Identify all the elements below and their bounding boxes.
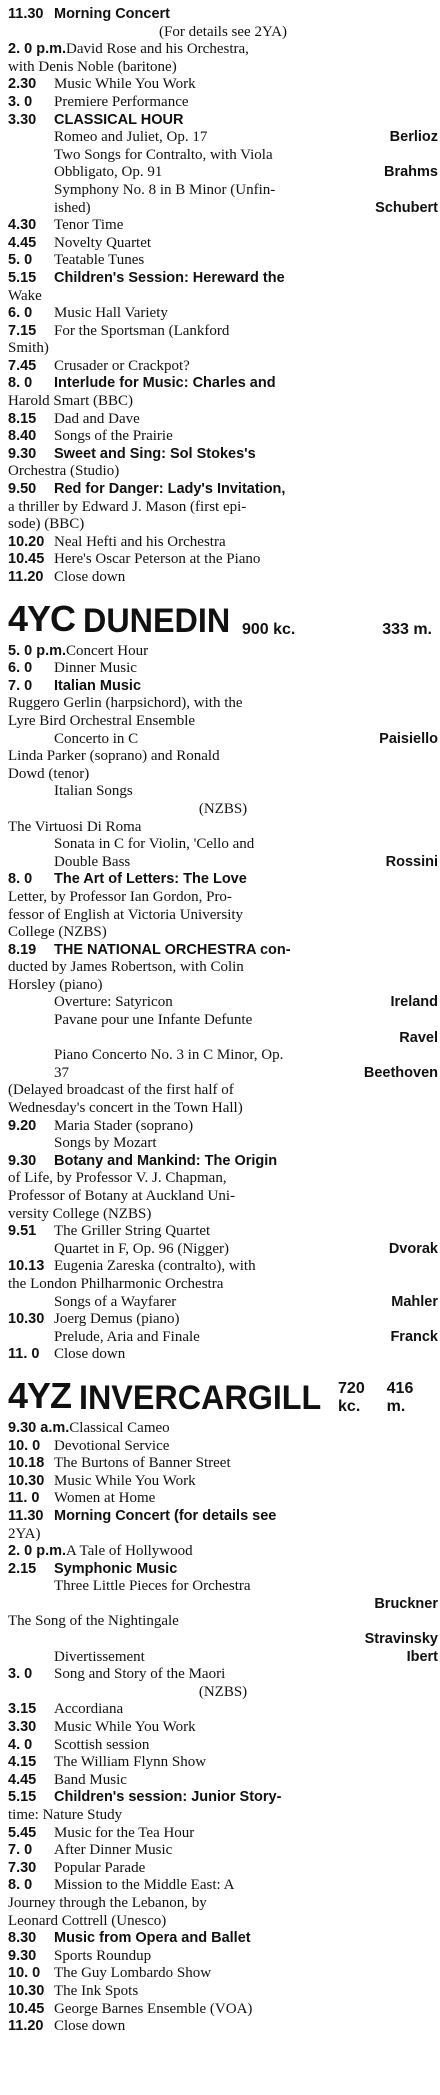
program-title: College (NZBS)	[8, 924, 107, 941]
station-frequency: 720 kc.	[338, 1379, 365, 1415]
composer-name: Stravinsky	[364, 1631, 438, 1648]
program-title: Music While You Work	[54, 1472, 196, 1489]
program-time: 10. 0	[8, 1965, 41, 1982]
program-title: Songs of a Wayfarer	[54, 1293, 177, 1310]
program-line	[8, 1825, 438, 1843]
program-line	[8, 6, 438, 24]
program-line	[8, 643, 438, 661]
program-line	[8, 76, 438, 94]
composer-name: Brahms	[384, 164, 438, 181]
program-title: Lyre Bird Orchestral Ensemble	[8, 712, 196, 729]
program-time: 9.30	[8, 1947, 37, 1964]
program-title: Novelty Quartet	[54, 234, 152, 251]
program-line	[8, 854, 438, 872]
program-line	[8, 1684, 438, 1702]
program-time: 8.19	[8, 941, 37, 958]
program-line	[8, 959, 438, 977]
composer-name: Ravel	[399, 1029, 438, 1046]
composer-name: Rossini	[385, 853, 438, 870]
program-line	[8, 801, 438, 819]
program-title: Women at Home	[54, 1490, 156, 1507]
program-title: Concerto in C	[54, 730, 139, 747]
program-title: The Art of Letters: The Love	[54, 871, 247, 888]
program-title: Music Hall Variety	[54, 305, 168, 322]
program-title: with Denis Noble (baritone)	[8, 58, 177, 75]
program-time: 9.51	[8, 1223, 37, 1240]
composer-name: Mahler	[391, 1293, 438, 1310]
program-line	[8, 1877, 438, 1895]
program-time: 10.18	[8, 1455, 45, 1472]
program-title: Music from Opera and Ballet	[54, 1930, 251, 1947]
program-title: Morning Concert (for details see	[54, 1507, 277, 1524]
program-line	[8, 1311, 438, 1329]
program-line	[8, 977, 438, 995]
program-title: The Virtuosi Di Roma	[8, 818, 142, 835]
station-header-4yz	[8, 1370, 438, 1416]
program-line	[8, 1543, 438, 1561]
program-title: Red for Danger: Lady's Invitation,	[54, 481, 286, 498]
program-line	[8, 1276, 438, 1294]
program-title: Songs of the Prairie	[54, 428, 173, 445]
program-title: (For details see 2YA)	[159, 23, 287, 40]
program-line	[8, 1895, 438, 1913]
program-title: a thriller by Edward J. Mason (first epi-	[8, 498, 247, 515]
program-line	[8, 1118, 438, 1136]
program-time: 8.30	[8, 1930, 37, 1947]
program-line	[8, 1561, 438, 1579]
program-time: 5.15	[8, 269, 37, 286]
program-line	[8, 129, 438, 147]
program-title: A Tale of Hollywood	[66, 1543, 193, 1560]
program-line	[8, 1983, 438, 2001]
program-line	[8, 1047, 438, 1065]
program-line	[8, 551, 438, 569]
program-time: 8. 0	[8, 1877, 33, 1894]
program-time: 10.45	[8, 2000, 45, 2017]
program-title: Sonata in C for Violin, 'Cello and	[54, 836, 255, 853]
program-line	[8, 660, 438, 678]
program-line	[8, 1100, 438, 1118]
program-title: ducted by James Robertson, with Colin	[8, 959, 244, 976]
program-title: Music While You Work	[54, 76, 196, 93]
program-time: 10. 0	[8, 1437, 41, 1454]
program-title: Maria Stader (soprano)	[54, 1117, 194, 1134]
program-time: 4.30	[8, 217, 37, 234]
program-line	[8, 1455, 438, 1473]
program-time: 7.30	[8, 1859, 37, 1876]
program-title: Divertissement	[54, 1648, 145, 1665]
program-time: 4.45	[8, 1771, 37, 1788]
program-title: Dad and Dave	[54, 410, 140, 427]
program-title: Music While You Work	[54, 1719, 196, 1736]
program-line	[8, 164, 438, 182]
program-time: 7.15	[8, 322, 37, 339]
program-line	[8, 1578, 438, 1596]
program-line	[8, 1613, 438, 1631]
program-line	[8, 305, 438, 323]
program-line	[8, 1596, 438, 1614]
program-time: 10.30	[8, 1311, 45, 1328]
station-call-sign: 4YZ	[8, 1374, 72, 1416]
program-line	[8, 1526, 438, 1544]
program-title: Leonard Cottrell (Unesco)	[8, 1912, 167, 1929]
program-title: Italian Songs	[54, 783, 133, 800]
program-line	[8, 783, 438, 801]
program-title: After Dinner Music	[54, 1842, 173, 1859]
program-line	[8, 1012, 438, 1030]
program-title: Smith)	[8, 340, 49, 357]
program-time: 11.20	[8, 2018, 44, 2035]
program-line	[8, 2001, 438, 2019]
program-line	[8, 182, 438, 200]
program-time: 11.30	[8, 6, 44, 22]
program-title: For the Sportsman (Lankford	[54, 322, 230, 339]
program-title: Music for the Tea Hour	[54, 1824, 195, 1841]
program-line	[8, 1490, 438, 1508]
program-line	[8, 358, 438, 376]
program-line	[8, 147, 438, 165]
program-time: 7. 0	[8, 677, 33, 694]
program-line	[8, 819, 438, 837]
program-time: 7.45	[8, 357, 37, 374]
program-title: Romeo and Juliet, Op. 17	[54, 129, 208, 146]
program-title: Two Songs for Contralto, with Viola	[54, 146, 273, 163]
program-title: Concert Hour	[66, 642, 149, 659]
program-line	[8, 1754, 438, 1772]
program-title: Wake	[8, 287, 42, 304]
program-section-2ya-relay	[8, 6, 438, 587]
program-title: The William Flynn Show	[54, 1754, 207, 1771]
program-title: Accordiana	[54, 1701, 124, 1718]
program-time: 11. 0	[8, 1346, 40, 1363]
program-line	[8, 411, 438, 429]
program-title: versity College (NZBS)	[8, 1205, 152, 1222]
program-title: THE NATIONAL ORCHESTRA con-	[54, 941, 291, 958]
program-time: 11. 0	[8, 1490, 40, 1507]
program-title: Eugenia Zareska (contralto), with	[54, 1258, 256, 1275]
program-time: 4.45	[8, 234, 37, 251]
program-section-4yc	[8, 643, 438, 1364]
program-title: Joerg Demus (piano)	[54, 1311, 180, 1328]
program-line	[8, 288, 438, 306]
program-title: Symphony No. 8 in B Minor (Unfin-	[54, 181, 276, 198]
program-title: Close down	[54, 1346, 126, 1363]
program-title: 2YA)	[8, 1525, 41, 1542]
program-title: Devotional Service	[54, 1437, 170, 1454]
composer-name: Ireland	[390, 994, 438, 1011]
station-wavelength: 333 m.	[382, 620, 432, 638]
program-time: 3.15	[8, 1701, 37, 1718]
program-line	[8, 446, 438, 464]
program-time: 8.15	[8, 410, 37, 427]
station-wavelength: 416 m.	[386, 1379, 414, 1415]
program-time: 9.30	[8, 445, 37, 462]
program-line	[8, 1258, 438, 1276]
program-time: 11.30	[8, 1507, 44, 1524]
program-line	[8, 1438, 438, 1456]
program-line	[8, 1241, 438, 1259]
program-title: Here's Oscar Peterson at the Piano	[54, 551, 261, 568]
program-line	[8, 1188, 438, 1206]
program-title: Sports Roundup	[54, 1947, 152, 1964]
program-line	[8, 340, 438, 358]
program-line	[8, 1473, 438, 1491]
program-time: 9.20	[8, 1117, 37, 1134]
program-line	[8, 695, 438, 713]
program-line	[8, 59, 438, 77]
program-time: 10.30	[8, 1472, 45, 1489]
station-call-sign: 4YC	[8, 597, 76, 639]
program-title: Mission to the Middle East: A	[54, 1877, 235, 1894]
program-title: Linda Parker (soprano) and Ronald	[8, 748, 220, 765]
program-time: 8.40	[8, 428, 37, 445]
program-line	[8, 1789, 438, 1807]
program-line	[8, 836, 438, 854]
program-line	[8, 393, 438, 411]
program-title: sode) (BBC)	[8, 516, 85, 533]
program-line	[8, 463, 438, 481]
program-title: Letter, by Professor Ian Gordon, Pro-	[8, 888, 232, 905]
program-line	[8, 569, 438, 587]
program-line	[8, 889, 438, 907]
program-line	[8, 748, 438, 766]
program-line	[8, 713, 438, 731]
program-title: Horsley (piano)	[8, 976, 103, 993]
program-line	[8, 516, 438, 534]
program-title: Italian Music	[54, 677, 142, 694]
program-time: 10.20	[8, 533, 45, 550]
program-time: 3.30	[8, 111, 37, 128]
program-line	[8, 323, 438, 341]
program-time: 8. 0	[8, 375, 33, 392]
program-line	[8, 1294, 438, 1312]
program-time: 10.13	[8, 1258, 45, 1275]
program-title: fessor of English at Victoria University	[8, 906, 244, 923]
program-title: Scottish session	[54, 1736, 150, 1753]
program-line	[8, 481, 438, 499]
program-title: Crusader or Crackpot?	[54, 357, 190, 374]
program-title: David Rose and his Orchestra,	[66, 41, 249, 58]
program-title: Songs by Mozart	[54, 1135, 157, 1152]
program-time: 2.15	[8, 1560, 37, 1577]
program-line	[8, 1666, 438, 1684]
program-title: The Song of the Nightingale	[8, 1613, 179, 1630]
program-title: Children's Session: Hereward the	[54, 269, 285, 286]
program-line	[8, 428, 438, 446]
program-title: (NZBS)	[198, 800, 248, 817]
program-title: Children's session: Junior Story-	[54, 1789, 282, 1806]
program-time: 7. 0	[8, 1842, 33, 1859]
program-time: 3.30	[8, 1719, 37, 1736]
program-line	[8, 1701, 438, 1719]
program-line	[8, 1206, 438, 1224]
program-title: George Barnes Ensemble (VOA)	[54, 2000, 253, 2017]
program-line	[8, 270, 438, 288]
program-title: the London Philharmonic Orchestra	[8, 1275, 224, 1292]
program-line	[8, 217, 438, 235]
program-title: Quartet in F, Op. 96 (Nigger)	[54, 1240, 230, 1257]
program-time: 9.30 a.m.	[8, 1419, 70, 1436]
program-title: time: Nature Study	[8, 1807, 123, 1823]
program-line	[8, 1170, 438, 1188]
program-title: Orchestra (Studio)	[8, 463, 120, 480]
program-line	[8, 1649, 438, 1667]
station-header-4yc	[8, 593, 438, 639]
program-line	[8, 1965, 438, 1983]
program-line	[8, 112, 438, 130]
program-time: 11.20	[8, 569, 44, 585]
program-title: Three Little Pieces for Orchestra	[54, 1578, 251, 1595]
program-line	[8, 1065, 438, 1083]
program-time: 5.45	[8, 1824, 37, 1841]
program-title: The Ink Spots	[54, 1982, 139, 1999]
program-time: 3. 0	[8, 1666, 33, 1683]
program-title: The Griller String Quartet	[54, 1223, 211, 1240]
program-line	[8, 200, 438, 218]
program-title: Teatable Tunes	[54, 252, 145, 269]
program-title: Interlude for Music: Charles and	[54, 375, 276, 392]
program-line	[8, 24, 438, 42]
program-time: 5. 0	[8, 252, 33, 269]
program-line	[8, 1153, 438, 1171]
program-title: Classical Cameo	[69, 1419, 170, 1436]
program-line	[8, 252, 438, 270]
program-time: 5. 0 p.m.	[8, 642, 67, 659]
program-title: Pavane pour une Infante Defunte	[54, 1012, 253, 1029]
program-time: 8. 0	[8, 871, 33, 888]
program-line	[8, 41, 438, 59]
program-title: CLASSICAL HOUR	[54, 111, 184, 128]
program-title: The Burtons of Banner Street	[54, 1455, 231, 1472]
program-time: 3. 0	[8, 93, 33, 110]
program-title: 37	[54, 1064, 69, 1081]
program-title: Prelude, Aria and Finale	[54, 1328, 200, 1345]
program-line	[8, 924, 438, 942]
program-time: 4. 0	[8, 1736, 33, 1753]
program-title: Band Music	[54, 1771, 127, 1788]
program-line	[8, 1346, 438, 1364]
composer-name: Schubert	[375, 199, 438, 216]
program-title: Dowd (tenor)	[8, 765, 90, 782]
program-time: 5.15	[8, 1789, 37, 1806]
program-line	[8, 1772, 438, 1790]
program-title: Popular Parade	[54, 1859, 146, 1876]
program-line	[8, 1913, 438, 1931]
program-line	[8, 375, 438, 393]
composer-name: Beethoven	[363, 1064, 438, 1081]
composer-name: Dvorak	[388, 1240, 438, 1257]
program-line	[8, 1420, 438, 1438]
program-title: Journey through the Lebanon, by	[8, 1894, 207, 1911]
program-title: Symphonic Music	[54, 1560, 178, 1577]
program-title: Close down	[54, 2018, 126, 2035]
program-line	[8, 1807, 438, 1825]
program-title: Overture: Satyricon	[54, 994, 173, 1011]
program-line	[8, 534, 438, 552]
program-line	[8, 1631, 438, 1649]
program-line	[8, 1737, 438, 1755]
program-line	[8, 678, 438, 696]
composer-name: Paisiello	[379, 730, 438, 747]
program-title: Harold Smart (BBC)	[8, 393, 133, 410]
program-line	[8, 2018, 438, 2036]
program-section-4yz	[8, 1420, 438, 2036]
program-line	[8, 1842, 438, 1860]
program-title: Piano Concerto No. 3 in C Minor, Op.	[54, 1047, 284, 1064]
program-time: 4.15	[8, 1754, 37, 1771]
program-title: Song and Story of the Maori	[54, 1666, 226, 1683]
composer-name: Bruckner	[374, 1595, 438, 1612]
program-time: 2.30	[8, 76, 37, 93]
program-time: 6. 0	[8, 660, 33, 677]
program-line	[8, 994, 438, 1012]
program-title: Close down	[54, 569, 126, 585]
program-time: 10.45	[8, 551, 45, 568]
program-time: 2. 0 p.m.	[8, 41, 67, 58]
composer-name: Ibert	[406, 1648, 438, 1665]
composer-name: Franck	[390, 1328, 438, 1345]
program-line	[8, 907, 438, 925]
program-title: (Delayed broadcast of the first half of	[8, 1082, 234, 1099]
station-city: DUNEDIN	[83, 601, 231, 640]
program-title: Ruggero Gerlin (harpsichord), with the	[8, 695, 243, 712]
program-time: 9.50	[8, 481, 37, 498]
program-title: Dinner Music	[54, 660, 137, 677]
program-line	[8, 1030, 438, 1048]
station-city: INVERCARGILL	[79, 1378, 322, 1417]
program-line	[8, 1508, 438, 1526]
program-title: Tenor Time	[54, 217, 124, 234]
program-title: Double Bass	[54, 853, 131, 870]
program-line	[8, 1948, 438, 1966]
program-line	[8, 1329, 438, 1347]
program-time: 9.30	[8, 1152, 37, 1169]
program-line	[8, 1082, 438, 1100]
program-time: 6. 0	[8, 305, 33, 322]
station-frequency: 900 kc.	[241, 620, 296, 638]
program-line	[8, 235, 438, 253]
program-title: Professor of Botany at Auckland Uni-	[8, 1188, 236, 1204]
program-time: 10.30	[8, 1982, 45, 1999]
composer-name: Berlioz	[389, 129, 438, 146]
program-title: Botany and Mankind: The Origin	[54, 1152, 278, 1169]
program-line	[8, 1223, 438, 1241]
program-title: Wednesday's concert in the Town Hall)	[8, 1100, 243, 1117]
program-title: The Guy Lombardo Show	[54, 1965, 212, 1982]
program-title: Premiere Performance	[54, 93, 189, 110]
program-title: Sweet and Sing: Sol Stokes's	[54, 445, 256, 462]
program-time: 2. 0 p.m.	[8, 1543, 67, 1560]
program-line	[8, 499, 438, 517]
program-line	[8, 731, 438, 749]
program-title: (NZBS)	[198, 1683, 248, 1700]
program-line	[8, 1860, 438, 1878]
program-line	[8, 766, 438, 784]
program-line	[8, 1930, 438, 1948]
program-title: ished)	[54, 199, 91, 216]
program-line	[8, 94, 438, 112]
program-line	[8, 871, 438, 889]
program-title: Neal Hefti and his Orchestra	[54, 533, 226, 550]
program-title: Obbligato, Op. 91	[54, 164, 163, 181]
program-line	[8, 1719, 438, 1737]
program-title: of Life, by Professor V. J. Chapman,	[8, 1170, 227, 1187]
program-line	[8, 1135, 438, 1153]
program-title: Morning Concert	[54, 6, 170, 22]
program-line	[8, 942, 438, 960]
